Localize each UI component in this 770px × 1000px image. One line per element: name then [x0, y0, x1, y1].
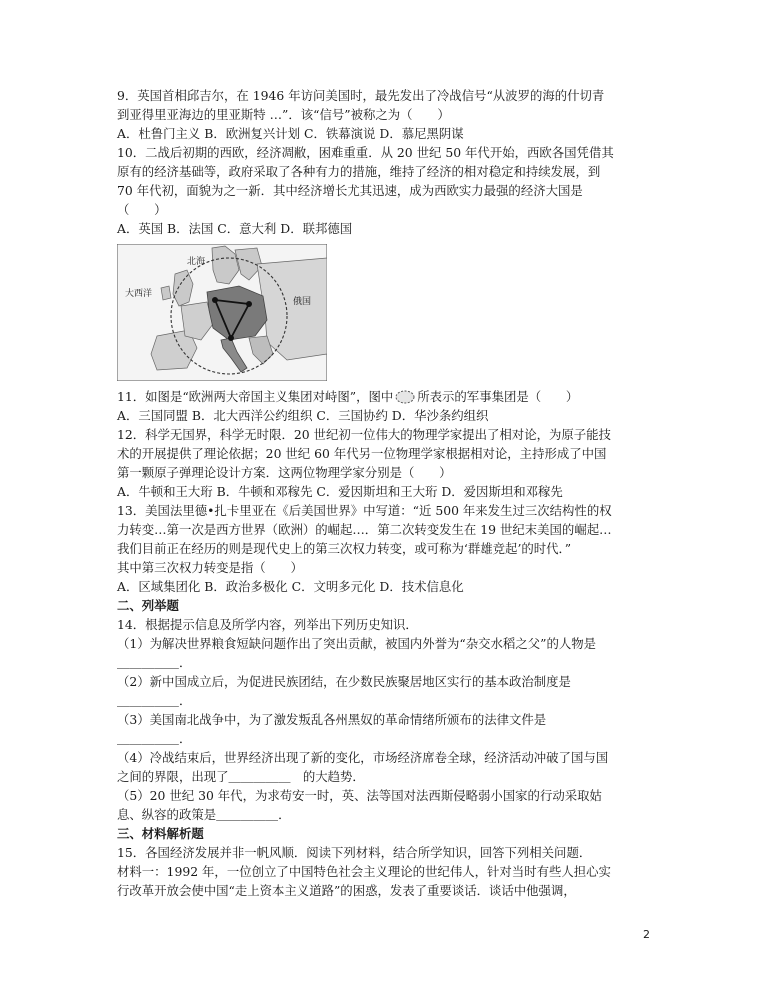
label-russia: 俄国 [293, 297, 312, 307]
q12-line-2: 术的开展提供了理论依据；20 世纪 60 年代另一位物理学家根据相对论，主持形成了中国 [117, 446, 607, 461]
q14-p5-line-2[interactable]: 息、纵容的政策是＿＿＿＿＿． [117, 807, 291, 822]
label-atlantic: 大西洋 [125, 289, 153, 299]
q14-p4-line-2[interactable]: 之间的界限，出现了＿＿＿＿＿ 的大趋势． [117, 769, 365, 784]
q10-line-4: （ ） [117, 202, 167, 217]
q9-options: A．杜鲁门主义 B．欧洲复兴计划 C．铁幕演说 D．慕尼黑阴谋 [117, 126, 464, 141]
q12-line-3: 第一颗原子弹理论设计方案．这两位物理学家分别是（ ） [117, 465, 452, 480]
q14-p2-line-1: （2）新中国成立后，为促进民族团结，在少数民族聚居地区实行的基本政治制度是 [117, 674, 571, 689]
q9-line-2: 到亚得里亚海边的里亚斯特 …”．该“信号”被称之为（ ） [117, 107, 450, 122]
q11-suffix: 所表示的军事集团是（ ） [417, 389, 579, 404]
q11-line-1 [117, 387, 657, 406]
page-content [117, 86, 657, 900]
dotted-ring-icon [393, 389, 417, 404]
map-image [117, 244, 327, 381]
q14-p1-line-1: （1）为解决世界粮食短缺问题作出了突出贡献，被国内外誉为“杂交水稻之父”的人物是 [117, 636, 597, 651]
q10-line-3: 70 年代初，面貌为之一新．其中经济增长尤其迅速，成为西欧实力最强的经济大国是 [117, 183, 583, 198]
q14-p3-blank[interactable]: ＿＿＿＿＿． [117, 731, 192, 746]
q15-intro: 15．各国经济发展并非一帆风顺．阅读下列材料，结合所学知识，回答下列相关问题． [117, 845, 592, 860]
q12-line-1: 12．科学无国界，科学无时限．20 世纪初一位伟大的物理学家提出了相对论，为原子能技 [117, 427, 611, 442]
europe-bloc-map [117, 244, 327, 381]
q9-line-1: 9．英国首相邱吉尔，在 1946 年访问美国时，最先发出了冷战信号“从波罗的海的什切青 [117, 88, 605, 103]
page-number: 2 [643, 928, 650, 941]
q10-line-1: 10．二战后初期的西欧，经济凋敝，困难重重．从 20 世纪 50 年代开始，西欧各国凭借其 [117, 145, 614, 160]
section-3-title: 三、材料解析题 [117, 826, 204, 841]
q14-p2-blank[interactable]: ＿＿＿＿＿． [117, 693, 192, 708]
q13-line-1: 13．美国法里德•扎卡里亚在《后美国世界》中写道：“近 500 年来发生过三次结构性的权 [117, 503, 612, 518]
q14-p1-blank[interactable]: ＿＿＿＿＿． [117, 655, 192, 670]
q14-intro: 14．根据提示信息及所学内容，列举出下列历史知识． [117, 617, 418, 632]
q13-line-3: 我们目前正在经历的则是现代史上的第三次权力转变，或可称为‘群雄竞起’的时代．” [117, 541, 572, 556]
q11-prefix: 11．如图是“欧洲两大帝国主义集团对峙图”，图中 [117, 389, 394, 404]
q10-line-2: 原有的经济基础等，政府采取了各种有力的措施，维持了经济的相对稳定和持续发展，到 [117, 164, 601, 179]
q13-options: A．区域集团化 B．政治多极化 C．文明多元化 D．技术信息化 [117, 579, 464, 594]
q14-p3-line-1: （3）美国南北战争中，为了激发叛乱各州黑奴的革命情绪所颁布的法律文件是 [117, 712, 547, 727]
q11-options: A．三国同盟 B．北大西洋公约组织 C．三国协约 D．华沙条约组织 [117, 408, 489, 423]
q13-line-2: 力转变…第一次是西方世界（欧洲）的崛起…．第二次转变发生在 19 世纪末美国的崛起… [117, 522, 612, 537]
q12-options: A．牛顿和王大珩 B．牛顿和邓稼先 C．爱因斯坦和王大珩 D．爱因斯坦和邓稼先 [117, 484, 563, 499]
q15-material-1-line-1: 材料一：1992 年，一位创立了中国特色社会主义理论的世纪伟人，针对当时有些人担心实 [117, 864, 611, 879]
q15-material-1-line-2: 行改革开放会使中国“走上资本主义道路”的困惑，发表了重要谈话．谈话中他强调， [117, 883, 576, 898]
q14-p5-line-1: （5）20 世纪 30 年代，为求苟安一时，英、法等国对法西斯侵略弱小国家的行动采取姑 [117, 788, 602, 803]
q14-p4-line-1: （4）冷战结束后，世界经济出现了新的变化，市场经济席卷全球，经济活动冲破了国与国 [117, 750, 609, 765]
q10-options: A．英国 B．法国 C．意大利 D．联邦德国 [117, 221, 353, 236]
label-north-sea: 北海 [187, 257, 206, 267]
section-2-title: 二、列举题 [117, 598, 179, 613]
q13-line-4: 其中第三次权力转变是指（ ） [117, 560, 303, 575]
